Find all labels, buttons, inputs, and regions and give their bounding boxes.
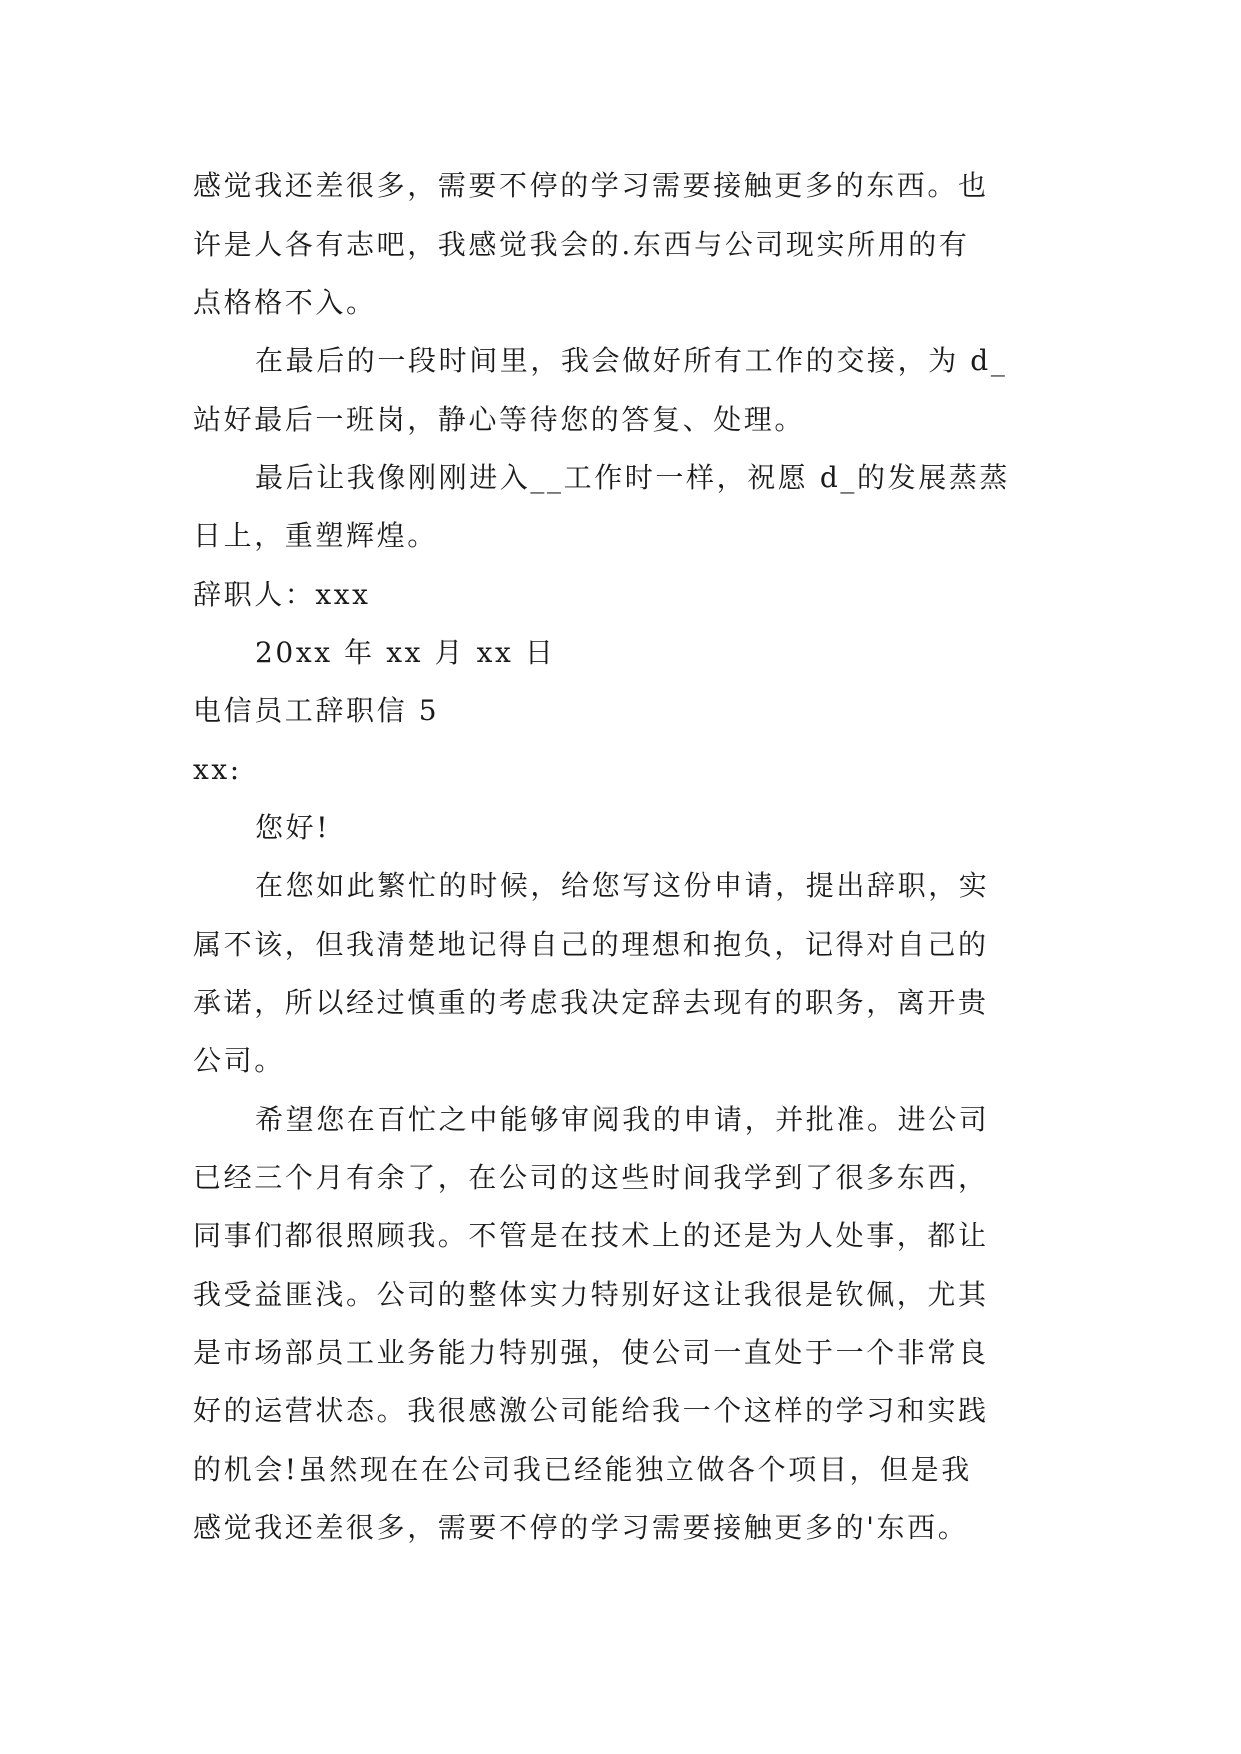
greeting: 您好!: [255, 811, 331, 844]
section-title: 电信员工辞职信 5: [193, 694, 440, 727]
text-line: 同事们都很照顾我。不管是在技术上的还是为人处事，都让: [193, 1219, 989, 1252]
text-line: 点格格不入。: [193, 286, 377, 319]
date-line: 20xx 年 xx 月 xx 日: [255, 636, 556, 669]
text-line: 是市场部员工业务能力特别强，使公司一直处于一个非常良: [193, 1336, 989, 1369]
text-line: 日上，重塑辉煌。: [193, 519, 438, 552]
text-line: 承诺，所以经过慎重的考虑我决定辞去现有的职务，离开贵: [193, 986, 989, 1019]
text-line: 希望您在百忙之中能够审阅我的申请，并批准。进公司: [255, 1103, 990, 1136]
text-line: 在最后的一段时间里，我会做好所有工作的交接，为 d_: [255, 344, 1008, 377]
salutation: xx:: [193, 753, 242, 786]
text-line: 已经三个月有余了，在公司的这些时间我学到了很多东西，: [193, 1161, 989, 1194]
text-line: 感觉我还差很多，需要不停的学习需要接触更多的东西。也: [193, 169, 989, 202]
text-line: 最后让我像刚刚进入__工作时一样，祝愿 d_的发展蒸蒸: [255, 461, 1011, 494]
text-line: 好的运营状态。我很感激公司能给我一个这样的学习和实践: [193, 1394, 989, 1427]
text-line: 站好最后一班岗，静心等待您的答复、处理。: [193, 403, 806, 436]
text-line: 在您如此繁忙的时候，给您写这份申请，提出辞职，实: [255, 869, 990, 902]
text-line: 属不该，但我清楚地记得自己的理想和抱负，记得对自己的: [193, 928, 989, 961]
text-line: 公司。: [193, 1044, 285, 1077]
text-line: 许是人各有志吧，我感觉我会的.东西与公司现实所用的有: [193, 228, 970, 261]
text-line: 我受益匪浅。公司的整体实力特别好这让我很是钦佩，尤其: [193, 1278, 989, 1311]
text-line: 感觉我还差很多，需要不停的学习需要接触更多的'东西。: [193, 1511, 969, 1544]
signer-line: 辞职人：xxx: [193, 578, 371, 611]
text-line: 的机会!虽然现在在公司我已经能独立做各个项目，但是我: [193, 1453, 972, 1486]
